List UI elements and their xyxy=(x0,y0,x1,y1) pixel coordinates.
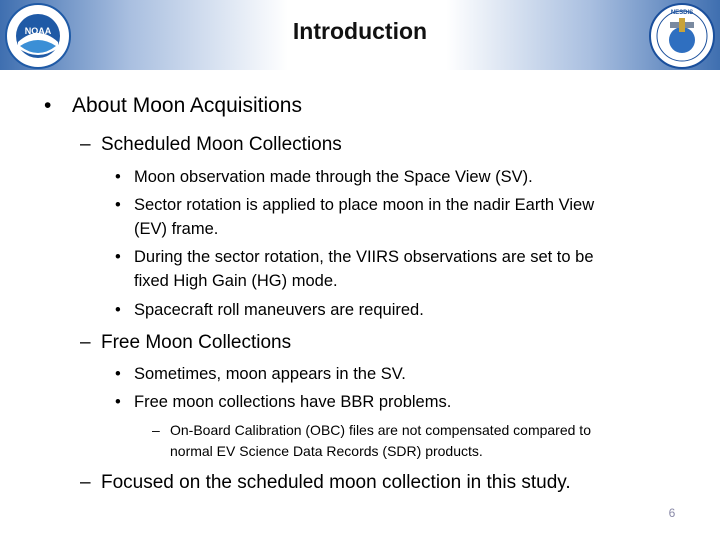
text-line: Spacecraft roll maneuvers are required. xyxy=(134,301,424,319)
subheading-free: Free Moon Collections xyxy=(101,332,292,353)
heading-about-moon: About Moon Acquisitions xyxy=(72,94,302,117)
dash-icon: – xyxy=(80,472,91,493)
dash-icon: – xyxy=(152,422,160,438)
text-line: During the sector rotation, the VIIRS observations are set to be xyxy=(134,248,594,266)
bullet-icon: • xyxy=(115,365,121,383)
dash-icon: – xyxy=(80,332,91,353)
subheading-focused: Focused on the scheduled moon collection in this study. xyxy=(101,472,571,493)
bullet-icon: • xyxy=(115,393,121,411)
text-line: Sometimes, moon appears in the SV. xyxy=(134,365,406,383)
page-number: 6 xyxy=(668,506,676,520)
bullet-icon: • xyxy=(44,94,52,117)
text-line: Sector rotation is applied to place moon in the nadir Earth View xyxy=(134,196,595,214)
bullet-icon: • xyxy=(115,301,121,319)
text-line: Moon observation made through the Space View (SV). xyxy=(134,168,533,186)
svg-text:NESDIS: NESDIS xyxy=(670,10,694,16)
text-line: Free moon collections have BBR problems. xyxy=(134,393,452,411)
text-line: (EV) frame. xyxy=(134,220,219,238)
dash-icon: – xyxy=(80,134,91,155)
text-line: normal EV Science Data Records (SDR) products. xyxy=(170,443,483,459)
text-line: On-Board Calibration (OBC) files are not compensated compared to xyxy=(170,422,591,438)
subheading-scheduled: Scheduled Moon Collections xyxy=(101,134,342,155)
bullet-icon: • xyxy=(115,196,121,214)
bullet-icon: • xyxy=(115,168,121,186)
bullet-icon: • xyxy=(115,248,121,266)
text-line: fixed High Gain (HG) mode. xyxy=(134,272,338,290)
slide-title: Introduction xyxy=(292,18,428,44)
svg-text:NOAA: NOAA xyxy=(24,26,52,36)
